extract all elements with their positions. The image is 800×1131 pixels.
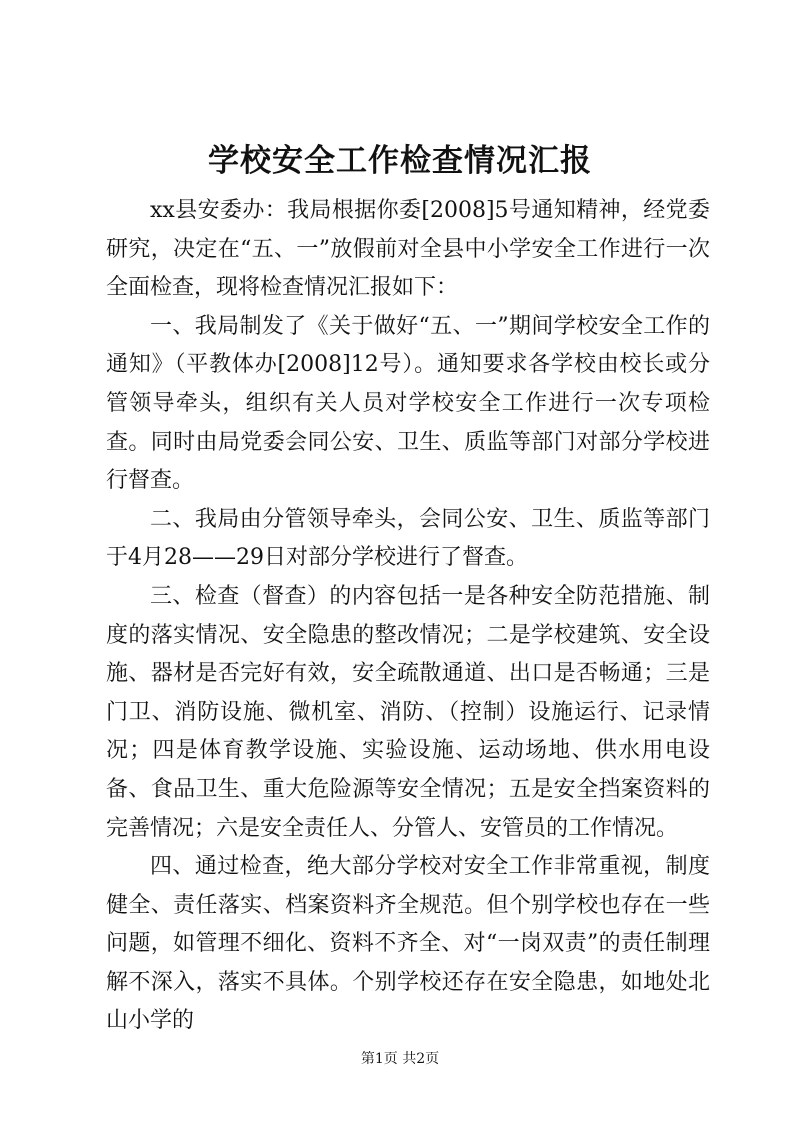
- document-body: [106, 192, 710, 1041]
- paragraph-intro: xx县安委办：我局根据你委[2008]5号通知精神，经党委研究，决定在“五、一”放假前对全县中小学安全工作进行一次全面检查，现将检查情况汇报如下：: [106, 198, 710, 301]
- document-title: 学校安全工作检查情况汇报: [208, 143, 592, 179]
- paragraph-item-4: 四、通过检查，绝大部分学校对安全工作非常重视，制度健全、责任落实、档案资料齐全规范。但个别学校也存在一些问题，如管理不细化、资料不齐全、对“一岗双责”的责任制理解不深入，落实不具体。个别学校还存在安全隐患，如地处北山小学的: [106, 854, 710, 1034]
- paragraph-item-1: 一、我局制发了《关于做好“五、一”期间学校安全工作的通知》（平教体办[2008]12号）。通知要求各学校由校长或分管领导牵头，组织有关人员对学校安全工作进行一次专项检查。同时由局党委会同公安、卫生、质监等部门对部分学校进行督查。: [106, 313, 710, 494]
- paragraph-item-2: 二、我局由分管领导牵头，会同公安、卫生、质监等部门于4月28——29日对部分学校进行了督查。: [106, 506, 710, 571]
- paragraph-item-3: 三、检查（督查）的内容包括一是各种安全防范措施、制度的落实情况、安全隐患的整改情况；二是学校建筑、安全设施、器材是否完好有效，安全疏散通道、出口是否畅通；三是门卫、消防设施、微机室、消防、（控制）设施运行、记录情况；四是体育教学设施、实验设施、运动场地、供水用电设备、食品卫生、重大危险源等安全情况；五是安全挡案资料的完善情况；六是安全责任人、分管人、安管员的工作情况。: [106, 583, 710, 841]
- page-footer: 第1页 共2页: [360, 1051, 440, 1067]
